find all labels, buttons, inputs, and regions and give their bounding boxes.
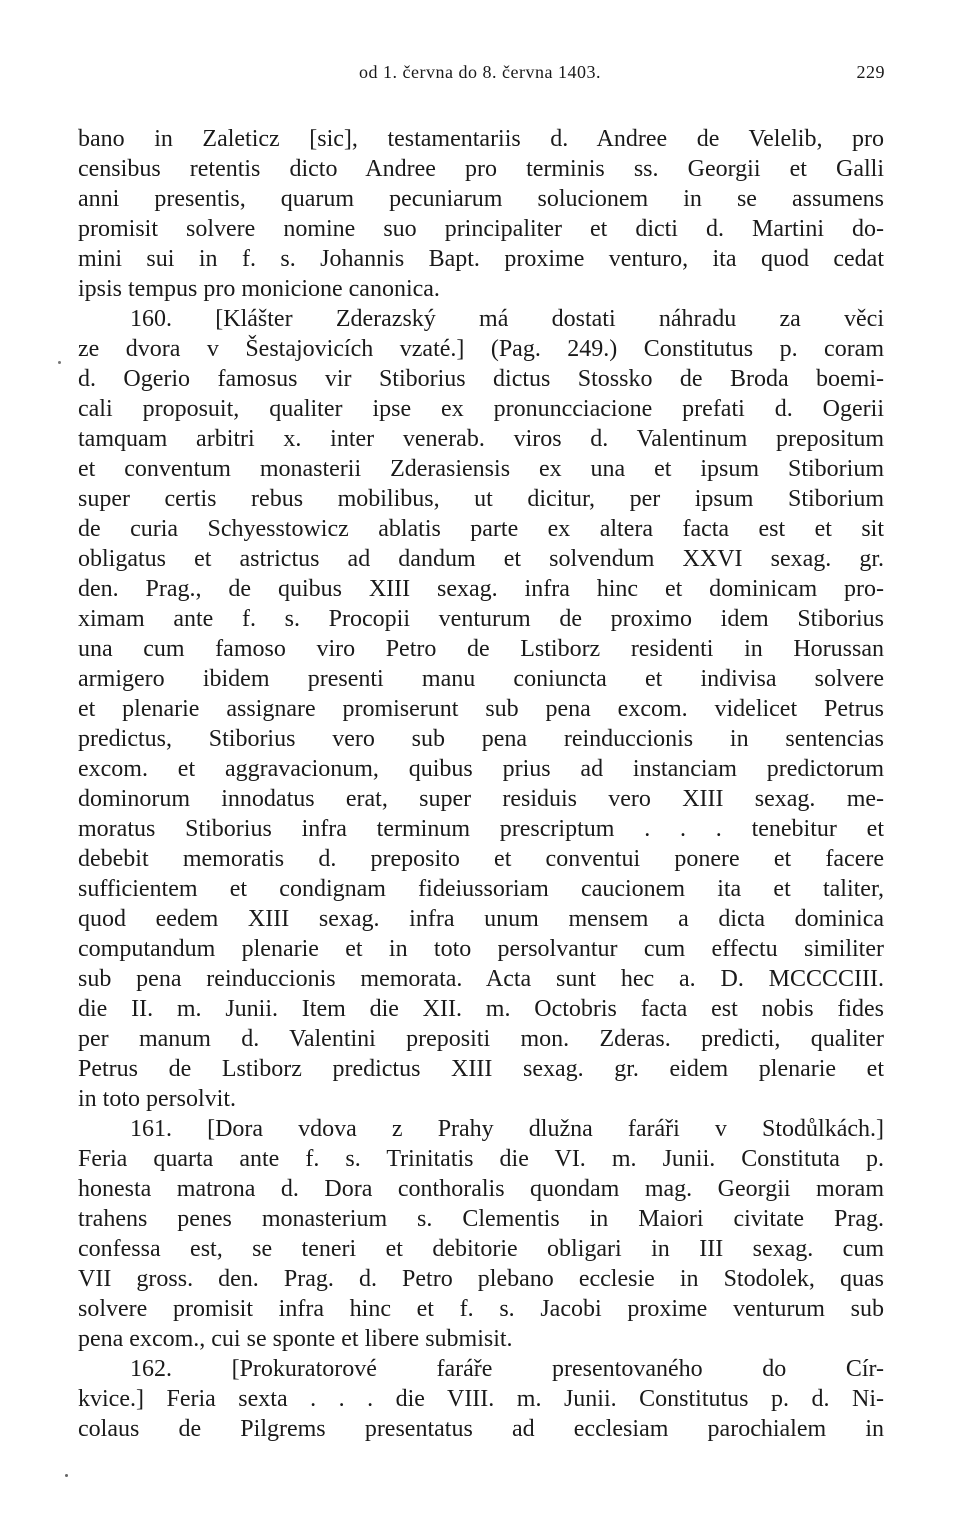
- text-line: et conventum monasterii Zderasiensis ex una et ipsum Stiborium: [78, 456, 884, 482]
- text-line: ximam ante f. s. Procopii venturum de proximo idem Stiborius: [78, 606, 884, 632]
- text-line: Feria quarta ante f. s. Trinitatis die VI. m. Junii. Constituta p.: [78, 1146, 884, 1172]
- text-line: sufficientem et condignam fideiussoriam caucionem ita et taliter,: [78, 876, 884, 902]
- text-line: in toto persolvit.: [78, 1086, 236, 1112]
- entry-161-heading: 161. [Dora vdova z Prahy dlužna faráři v Stodůlkách.]: [130, 1116, 884, 1142]
- text-line: VII gross. den. Prag. d. Petro plebano ecclesie in Stodolek, quas: [78, 1266, 884, 1292]
- text-line: super certis rebus mobilibus, ut dicitur, per ipsum Stiborium: [78, 486, 884, 512]
- text-line: de curia Schyesstowicz ablatis parte ex altera facta est et sit: [78, 516, 884, 542]
- entry-160-heading: 160. [Klášter Zderazský má dostati náhradu za věci: [130, 306, 884, 332]
- text-line: moratus Stiborius infra terminum prescriptum . . . tenebitur et: [78, 816, 884, 842]
- text-line: d. Ogerio famosus vir Stiborius dictus Stossko de Broda boemi-: [78, 366, 884, 392]
- running-head: [0, 62, 960, 92]
- margin-speck: [65, 1474, 68, 1477]
- text-line: pena excom., cui se sponte et libere submisit.: [78, 1326, 513, 1352]
- text-line: bano in Zaleticz [sic], testamentariis d. Andree de Velelib, pro: [78, 126, 884, 152]
- page-number: 229: [856, 62, 885, 82]
- text-line: promisit solvere nomine suo principaliter et dicti d. Martini do-: [78, 216, 884, 242]
- text-line: computandum plenarie et in toto persolvantur cum effectu similiter: [78, 936, 884, 962]
- text-line: colaus de Pilgrems presentatus ad ecclesiam parochialem in: [78, 1416, 884, 1442]
- entry-162-heading: 162. [Prokuratorové faráře presentovaného do Cír-: [130, 1356, 884, 1382]
- text-line: una cum famoso viro Petro de Lstiborz residenti in Horussan: [78, 636, 884, 662]
- text-line: confessa est, se teneri et debitorie obligari in III sexag. cum: [78, 1236, 884, 1262]
- text-line: et plenarie assignare promiserunt sub pena excom. videlicet Petrus: [78, 696, 884, 722]
- text-line: censibus retentis dicto Andree pro terminis ss. Georgii et Galli: [78, 156, 884, 182]
- text-line: anni presentis, quarum pecuniarum solucionem in se assumens: [78, 186, 884, 212]
- text-line: die II. m. Junii. Item die XII. m. Octobris facta est nobis fides: [78, 996, 884, 1022]
- text-line: ze dvora v Šestajovicích vzaté.] (Pag. 249.) Constitutus p. coram: [78, 336, 884, 362]
- text-line: per manum d. Valentini prepositi mon. Zderas. predicti, qualiter: [78, 1026, 884, 1052]
- text-line: obligatus et astrictus ad dandum et solvendum XXVI sexag. gr.: [78, 546, 884, 572]
- text-line: dominorum innodatus erat, super residuis vero XIII sexag. me-: [78, 786, 884, 812]
- text-line: debebit memoratis d. preposito et conventui ponere et facere: [78, 846, 884, 872]
- text-line: ipsis tempus pro monicione canonica.: [78, 276, 440, 302]
- text-line: honesta matrona d. Dora conthoralis quondam mag. Georgii moram: [78, 1176, 884, 1202]
- text-line: predictus, Stiborius vero sub pena reinduccionis in sentencias: [78, 726, 884, 752]
- text-line: quod eedem XIII sexag. infra unum mensem a dicta dominica: [78, 906, 884, 932]
- text-line: cali proposuit, qualiter ipse ex pronuncciacione prefati d. Ogerii: [78, 396, 884, 422]
- text-line: tamquam arbitri x. inter venerab. viros d. Valentinum prepositum: [78, 426, 884, 452]
- margin-speck: [58, 361, 61, 364]
- text-line: sub pena reinduccionis memorata. Acta sunt hec a. D. MCCCCIII.: [78, 966, 884, 992]
- text-line: trahens penes monasterium s. Clementis in Maiori civitate Prag.: [78, 1206, 884, 1232]
- running-title: od 1. června do 8. června 1403.: [359, 62, 601, 82]
- text-line: solvere promisit infra hinc et f. s. Jacobi proxime venturum sub: [78, 1296, 884, 1322]
- text-line: den. Prag., de quibus XIII sexag. infra hinc et dominicam pro-: [78, 576, 884, 602]
- text-line: kvice.] Feria sexta . . . die VIII. m. Junii. Constitutus p. d. Ni-: [78, 1386, 884, 1412]
- text-line: armigero ibidem presenti manu coniuncta et indivisa solvere: [78, 666, 884, 692]
- body-text: [78, 124, 884, 1444]
- text-line: excom. et aggravacionum, quibus prius ad instanciam predictorum: [78, 756, 884, 782]
- text-line: Petrus de Lstiborz predictus XIII sexag. gr. eidem plenarie et: [78, 1056, 884, 1082]
- text-line: mini sui in f. s. Johannis Bapt. proxime venturo, ita quod cedat: [78, 246, 884, 272]
